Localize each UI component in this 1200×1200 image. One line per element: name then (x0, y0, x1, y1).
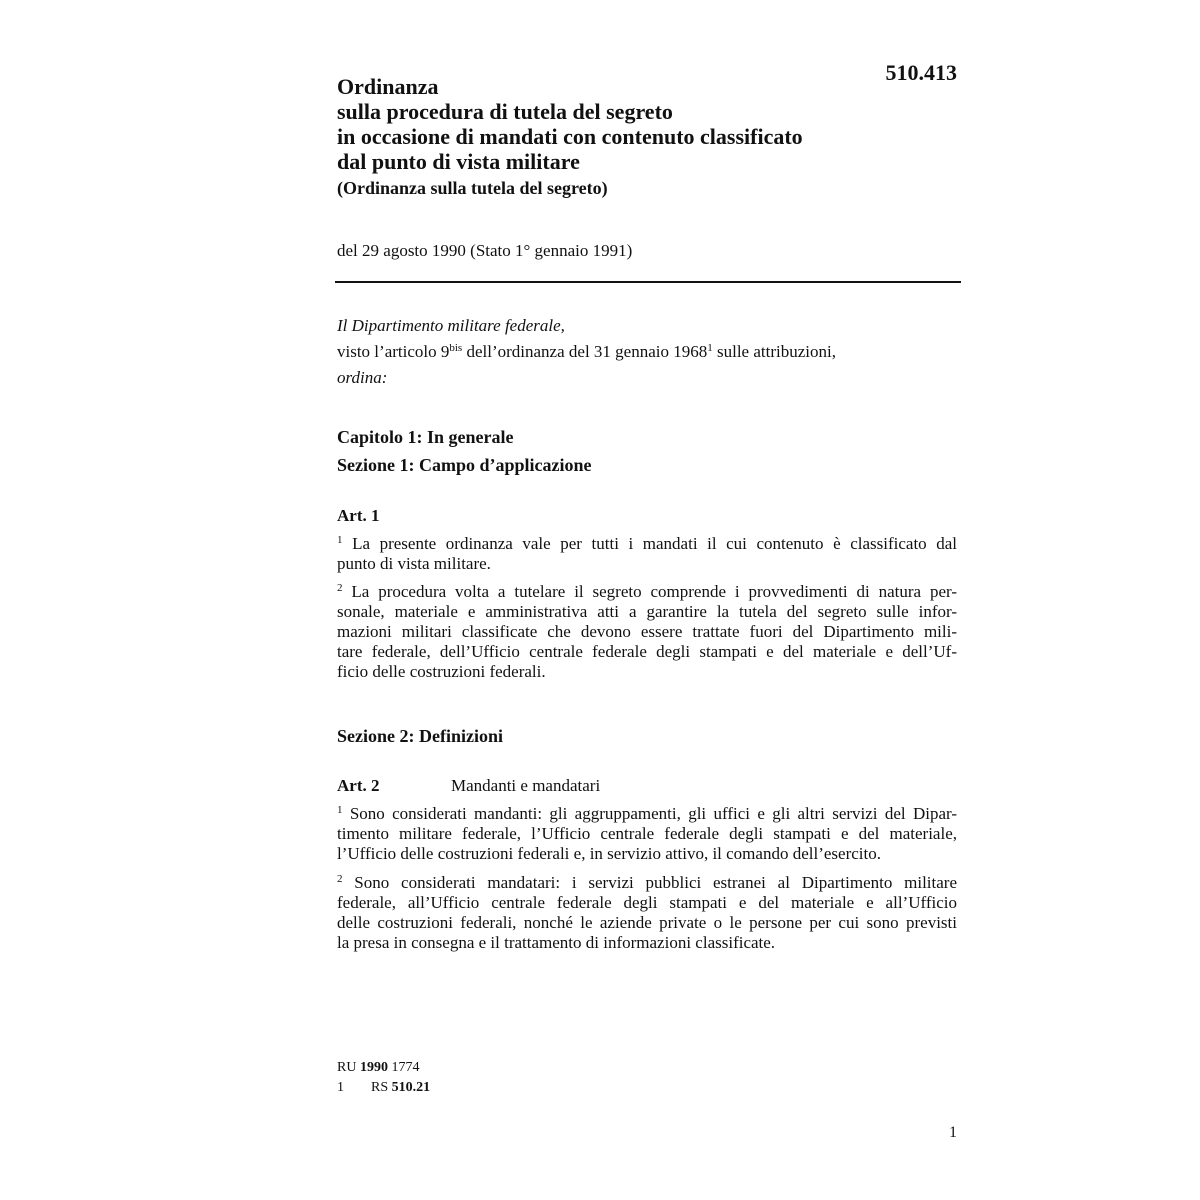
paragraph-line: l’Ufficio delle costruzioni federali e, in servizio attivo, il comando dell’esercito. (337, 844, 881, 863)
line-text: La presente ordinanza vale per tutti i mandati il cui contenuto è classificato dal (352, 534, 958, 553)
paragraph-line: timento militare federale, l’Ufficio centrale federale degli stampati e del materiale, (337, 824, 957, 843)
paragraph-number: 1 (337, 534, 343, 546)
section-heading: Sezione 2: Definizioni (337, 726, 503, 746)
preamble-basis (337, 339, 957, 365)
ru-page: 1774 (387, 1060, 420, 1075)
article-label: Art. 2 (337, 776, 380, 795)
paragraph-number: 1 (337, 804, 343, 816)
title-line: Ordinanza (337, 74, 439, 99)
line-text: Sono considerati mandanti: gli aggruppamenti, gli uffici e gli altri servizi del Dipar- (349, 804, 957, 823)
paragraph-line (337, 804, 957, 824)
date-status-line: del 29 agosto 1990 (Stato 1° gennaio 1991) (337, 241, 633, 260)
preamble-basis-text: sulle attribuzioni, (712, 342, 836, 361)
preamble-issuer: Il Dipartimento militare federale, (337, 316, 565, 335)
article-paragraph (337, 582, 957, 682)
article-paragraph (337, 534, 957, 574)
page-number: 1 (949, 1124, 957, 1141)
superscript-bis: bis (449, 342, 463, 354)
title-line: sulla procedura di tutela del segreto (337, 99, 673, 124)
paragraph-line: federale, all’Ufficio centrale federale degli stampati e del materiale e all’Ufficio (337, 893, 957, 912)
footnote-prefix: RS (371, 1080, 392, 1095)
paragraph-line (337, 582, 957, 602)
paragraph-line: ficio delle costruzioni federali. (337, 662, 546, 681)
paragraph-line (337, 873, 957, 893)
document-title (337, 74, 897, 174)
preamble-basis-text: visto l’articolo 9 (337, 342, 450, 361)
ru-prefix: RU (337, 1060, 360, 1075)
article-heading (337, 506, 451, 526)
paragraph-line: la presa in consegna e il trattamento di informazioni classificate. (337, 933, 776, 952)
article-label: Art. 1 (337, 506, 380, 525)
footnote-1 (337, 1078, 430, 1098)
article-paragraph (337, 804, 957, 864)
line-text: La procedura volta a tutelare il segreto comprende i provvedimenti di natura per- (351, 582, 958, 601)
article-paragraph (337, 873, 957, 953)
document-number: 510.413 (885, 60, 957, 85)
header-divider (335, 281, 961, 283)
footnote-ref: 1 (707, 342, 713, 354)
chapter-heading: Capitolo 1: In generale (337, 427, 514, 447)
article-heading (337, 776, 600, 796)
section-heading: Sezione 1: Campo d’applicazione (337, 455, 592, 475)
short-title: (Ordinanza sulla tutela del segreto) (337, 178, 608, 198)
paragraph-line: mazioni militari classificate che devono essere trattate fuori del Dipartimento mili- (337, 622, 957, 641)
paragraph-line: sonale, materiale e amministrativa atti a garantire la tutela del segreto sulle infor- (337, 602, 957, 621)
footnote-ref-number: 510.21 (391, 1080, 431, 1095)
preamble-basis-text: dell’ordinanza del 31 gennaio 1968 (462, 342, 708, 361)
paragraph-number: 2 (337, 582, 343, 594)
paragraph-line: delle costruzioni federali, nonché le aziende private o le persone per cui sono previsti (337, 913, 957, 932)
paragraph-line: punto di vista militare. (337, 554, 491, 573)
official-collection-reference (337, 1058, 419, 1078)
preamble-ordina: ordina: (337, 368, 388, 387)
title-line: dal punto di vista militare (337, 149, 580, 174)
paragraph-line: tare federale, dell’Ufficio centrale federale degli stampati e del materiale e dell’Uf- (337, 642, 957, 661)
line-text: Sono considerati mandatari: i servizi pubblici estranei al Dipartimento militare (354, 873, 958, 892)
paragraph-number: 2 (337, 873, 343, 885)
preamble (337, 313, 957, 391)
ru-year: 1990 (359, 1060, 388, 1075)
title-line: in occasione di mandati con contenuto classificato (337, 124, 803, 149)
article-title: Mandanti e mandatari (451, 776, 601, 795)
footnote-mark: 1 (337, 1080, 344, 1095)
paragraph-line (337, 534, 957, 554)
